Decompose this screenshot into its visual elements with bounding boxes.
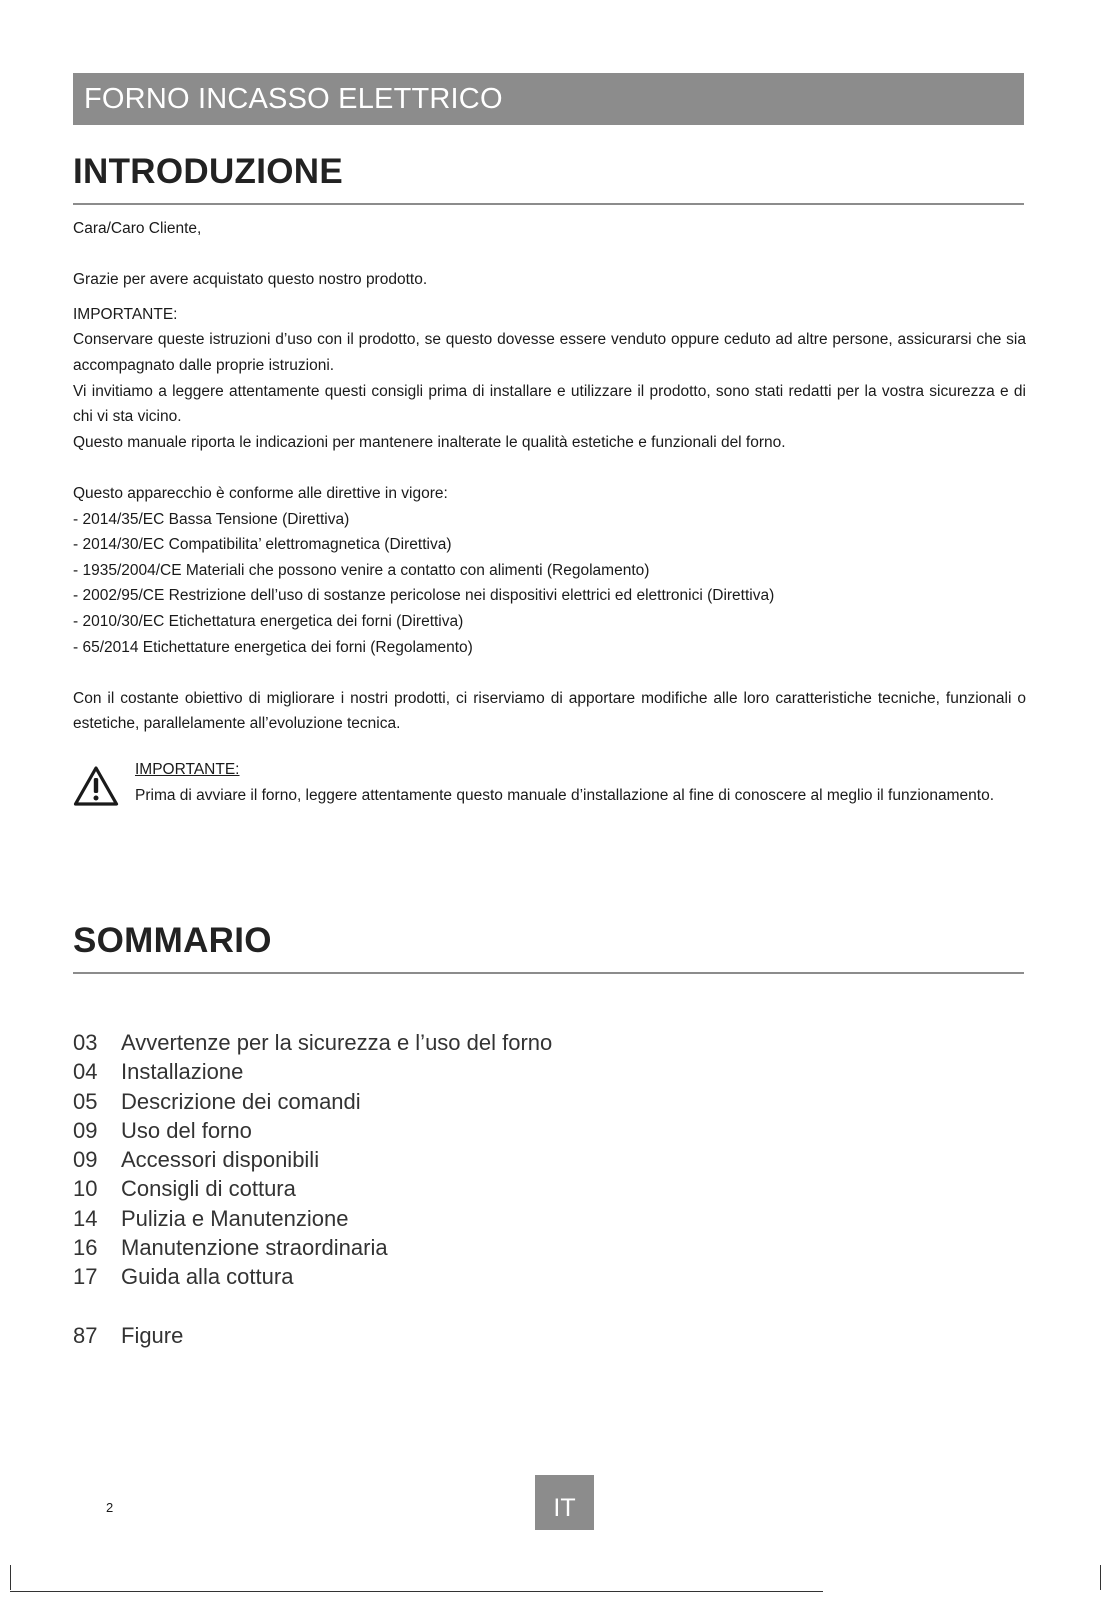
- toc-label: Pulizia e Manutenzione: [121, 1205, 349, 1231]
- toc-page-number: 16: [73, 1235, 98, 1261]
- toc-entry[interactable]: [73, 1145, 773, 1174]
- directive-item: - 2010/30/EC Etichettatura energetica dei forni (Direttiva): [73, 612, 464, 630]
- toc-page-number: 17: [73, 1264, 98, 1290]
- toc-label: Avvertenze per la sicurezza e l’uso del forno: [121, 1030, 553, 1055]
- paragraph-manual-scope: Questo manuale riporta le indicazioni per mantenere inalterate le qualità estetiche e funzionali del forno.: [73, 433, 786, 451]
- language-badge: IT: [535, 1475, 594, 1530]
- crop-mark-bottom: [10, 1591, 823, 1592]
- toc-label: Manutenzione straordinaria: [121, 1235, 388, 1261]
- introduction-divider: [73, 203, 1024, 205]
- salutation: Cara/Caro Cliente,: [73, 220, 202, 237]
- toc-page-number: 09: [73, 1147, 98, 1173]
- toc-entry[interactable]: [73, 1174, 773, 1203]
- toc-page-number: 09: [73, 1117, 98, 1143]
- summary-divider: [73, 972, 1024, 974]
- directive-item: - 2002/95/CE Restrizione dell’uso di sostanze pericolose nei dispositivi elettrici ed elettronici (Direttiva): [73, 587, 775, 605]
- header-bar: [73, 73, 1024, 125]
- warning-label: IMPORTANTE:: [135, 761, 240, 778]
- directive-item: - 1935/2004/CE Materiali che possono venire a contatto con alimenti (Regolamento): [73, 561, 650, 579]
- document-title: FORNO INCASSO ELETTRICO: [84, 83, 503, 115]
- directive-item: - 2014/30/EC Compatibilita’ elettromagnetica (Direttiva): [73, 536, 452, 554]
- toc-page-number: 87: [73, 1322, 98, 1348]
- directive-item: - 65/2014 Etichettature energetica dei forni (Regolamento): [73, 638, 473, 656]
- toc-label: Guida alla cottura: [121, 1264, 294, 1290]
- toc-entry[interactable]: [73, 1087, 773, 1116]
- toc-label: Accessori disponibili: [121, 1147, 320, 1173]
- toc-entry[interactable]: [73, 1262, 773, 1291]
- toc-page-number: 14: [73, 1205, 98, 1231]
- introduction-body: [73, 216, 1026, 737]
- introduction-title: INTRODUZIONE: [73, 152, 343, 191]
- toc-entry[interactable]: [73, 1028, 773, 1057]
- summary-title: SOMMARIO: [73, 921, 272, 960]
- thanks-text: Grazie per avere acquistato questo nostro prodotto.: [73, 271, 428, 289]
- toc-label: Descrizione dei comandi: [121, 1088, 361, 1114]
- improvement-note: Con il costante obiettivo di migliorare i nostri prodotti, ci riserviamo di apportare modifiche alle loro caratteristiche tecniche, funzionali o estetiche, parallelamente all’evoluzione tecnica.: [73, 689, 1026, 733]
- toc-label: Uso del forno: [121, 1117, 252, 1143]
- important-label: IMPORTANTE:: [73, 305, 178, 323]
- toc-entry[interactable]: [73, 1057, 773, 1086]
- toc-entry[interactable]: [73, 1321, 773, 1350]
- crop-mark-right: [1100, 1565, 1101, 1590]
- directive-item: - 2014/35/EC Bassa Tensione (Direttiva): [73, 510, 350, 528]
- toc-entry[interactable]: [73, 1204, 773, 1233]
- warning-triangle-icon: [73, 765, 119, 807]
- toc-page-number: 10: [73, 1176, 98, 1202]
- toc-page-number: 05: [73, 1088, 98, 1114]
- toc-label: Consigli di cottura: [121, 1176, 296, 1202]
- important-warning: [73, 757, 1026, 837]
- warning-text: Prima di avviare il forno, leggere attentamente questo manuale d’installazione al fine di conoscere al meglio il funzionamento.: [135, 786, 995, 804]
- crop-mark-left: [10, 1565, 11, 1590]
- directives-intro: Questo apparecchio è conforme alle direttive in vigore:: [73, 484, 448, 502]
- paragraph-read-carefully: Vi invitiamo a leggere attentamente questi consigli prima di installare e utilizzare il prodotto, sono stati redatti per la vostra sicurezza e di chi vi sta vicino.: [73, 382, 1026, 426]
- paragraph-keep-instructions: Conservare queste istruzioni d’uso con il prodotto, se questo dovesse essere venduto oppure ceduto ad altre persone, assicurarsi che sia accompagnato dalle proprie istruzioni.: [73, 331, 1026, 374]
- toc-page-number: 03: [73, 1030, 98, 1055]
- toc-page-number: 04: [73, 1059, 98, 1085]
- toc-entry[interactable]: [73, 1116, 773, 1145]
- table-of-contents: [73, 1028, 773, 1350]
- toc-label: Figure: [121, 1322, 184, 1348]
- page-number: 2: [106, 1500, 114, 1515]
- toc-label: Installazione: [121, 1059, 244, 1085]
- toc-entry[interactable]: [73, 1233, 773, 1262]
